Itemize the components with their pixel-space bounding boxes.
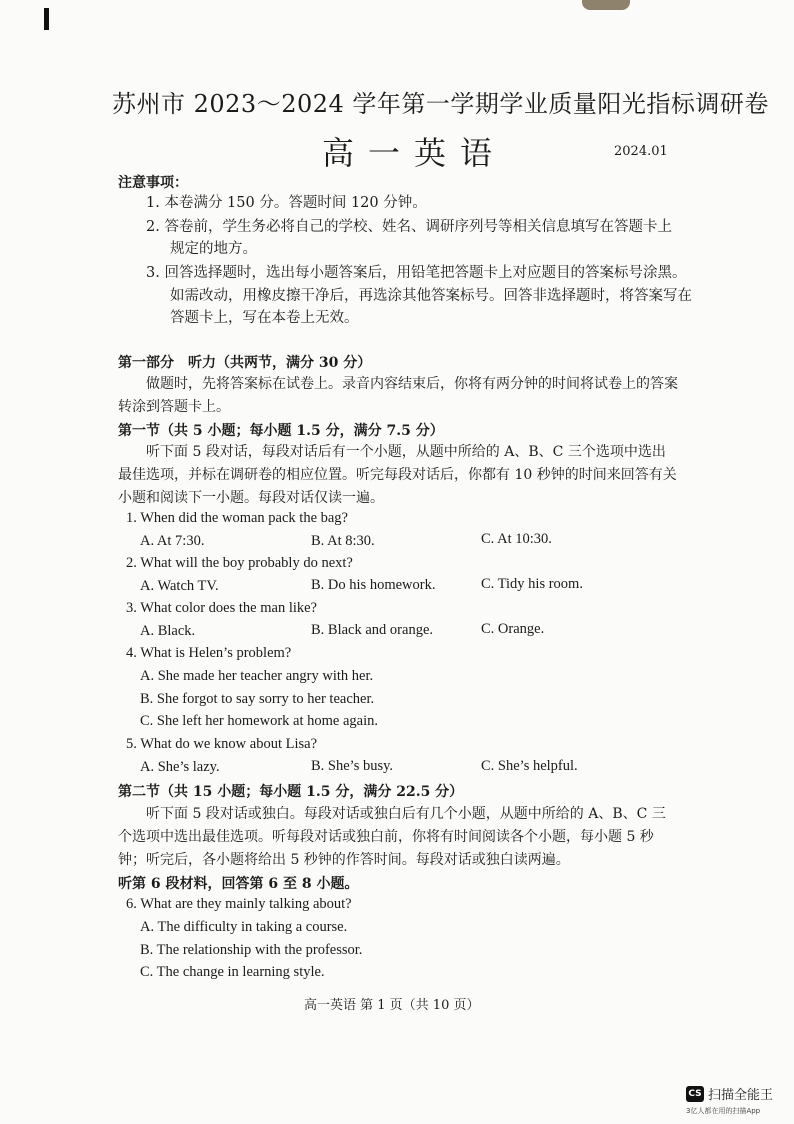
camscanner-logo-icon: CS [686, 1086, 704, 1102]
question-3: 3. What color does the man like? [126, 600, 317, 616]
question-6: 6. What are they mainly talking about? [126, 896, 352, 912]
subject-title: 高一英语 [322, 134, 507, 172]
section2-title: 第二节（共 15 小题；每小题 1.5 分，满分 22.5 分） [118, 784, 464, 800]
scan-smudge [582, 0, 630, 10]
question-4: 4. What is Helen’s problem? [126, 645, 292, 661]
option-c: C. She’s helpful. [481, 758, 578, 774]
question-5: 5. What do we know about Lisa? [126, 736, 318, 752]
option-a: A. She’s lazy. [140, 759, 220, 775]
question-2: 2. What will the boy probably do next? [126, 555, 353, 571]
option-c: C. The change in learning style. [140, 964, 325, 980]
option-c: C. At 10:30. [481, 531, 552, 547]
part1-title: 第一部分 听力（共两节，满分 30 分） [118, 355, 372, 371]
option-b: B. At 8:30. [311, 533, 375, 549]
notice-title: 注意事项： [118, 175, 188, 191]
notice-item: 规定的地方。 [170, 241, 257, 257]
material-instruction: 听第 6 段材料，回答第 6 至 8 小题。 [118, 876, 359, 892]
option-a: A. At 7:30. [140, 533, 205, 549]
exam-date: 2024.01 [614, 144, 668, 159]
question-1: 1. When did the woman pack the bag? [126, 510, 348, 526]
binding-mark [44, 8, 49, 30]
option-a: A. Watch TV. [140, 578, 219, 594]
option-b: B. Do his homework. [311, 577, 436, 593]
option-c: C. Tidy his room. [481, 576, 583, 592]
exam-title: 苏州市 2023～2024 学年第一学期学业质量阳光指标调研卷 [112, 90, 769, 118]
notice-item: 如需改动，用橡皮擦干净后，再选涂其他答案标号。回答非选择题时，将答案写在 [170, 288, 692, 304]
section2-intro: 听下面 5 段对话或独白。每段对话或独白后有几个小题，从题中所给的 A、B、C 三个选项中选出最佳选项。听每段对话或独白前，你将有时间阅读各个小题，每小题 5 秒钟；听完后，各小题将给出 5 秒钟的作答时间。每段对话或独白读两遍。 [118, 806, 666, 868]
option-a: A. The difficulty in taking a course. [140, 919, 348, 935]
camscanner-tagline: 3亿人都在用的扫描App [686, 1107, 761, 1115]
section1-intro: 听下面 5 段对话，每段对话后有一个小题，从题中所给的 A、B、C 三个选项中选出最佳选项，并标在调研卷的相应位置。听完每段对话后，你都有 10 秒钟的时间来回答有关小题和阅读下一小题。每段对话仅读一遍。 [118, 444, 677, 506]
option-a: A. She made her teacher angry with her. [140, 668, 374, 684]
notice-item: 1. 本卷满分 150 分。答题时间 120 分钟。 [146, 195, 427, 211]
option-b: B. She forgot to say sorry to her teacher. [140, 691, 375, 707]
part1-intro: 做题时，先将答案标在试卷上。录音内容结束后，你将有两分钟的时间将试卷上的答案转涂到答题卡上。 [118, 376, 678, 415]
option-b: B. The relationship with the professor. [140, 942, 363, 958]
option-b: B. Black and orange. [311, 622, 434, 638]
section1-title: 第一节（共 5 小题；每小题 1.5 分，满分 7.5 分） [118, 423, 444, 439]
notice-item: 2. 答卷前，学生务必将自己的学校、姓名、调研序列号等相关信息填写在答题卡上 [146, 219, 672, 235]
option-a: A. Black. [140, 623, 196, 639]
option-c: C. Orange. [481, 621, 545, 637]
page-footer: 高一英语 第 1 页（共 10 页） [304, 998, 480, 1013]
option-b: B. She’s busy. [311, 758, 394, 774]
option-c: C. She left her homework at home again. [140, 713, 378, 729]
notice-item: 答题卡上，写在本卷上无效。 [170, 310, 359, 326]
notice-item: 3. 回答选择题时，选出每小题答案后，用铅笔把答题卡上对应题目的答案标号涂黑。 [146, 265, 687, 281]
camscanner-name: 扫描全能王 [708, 1088, 774, 1103]
